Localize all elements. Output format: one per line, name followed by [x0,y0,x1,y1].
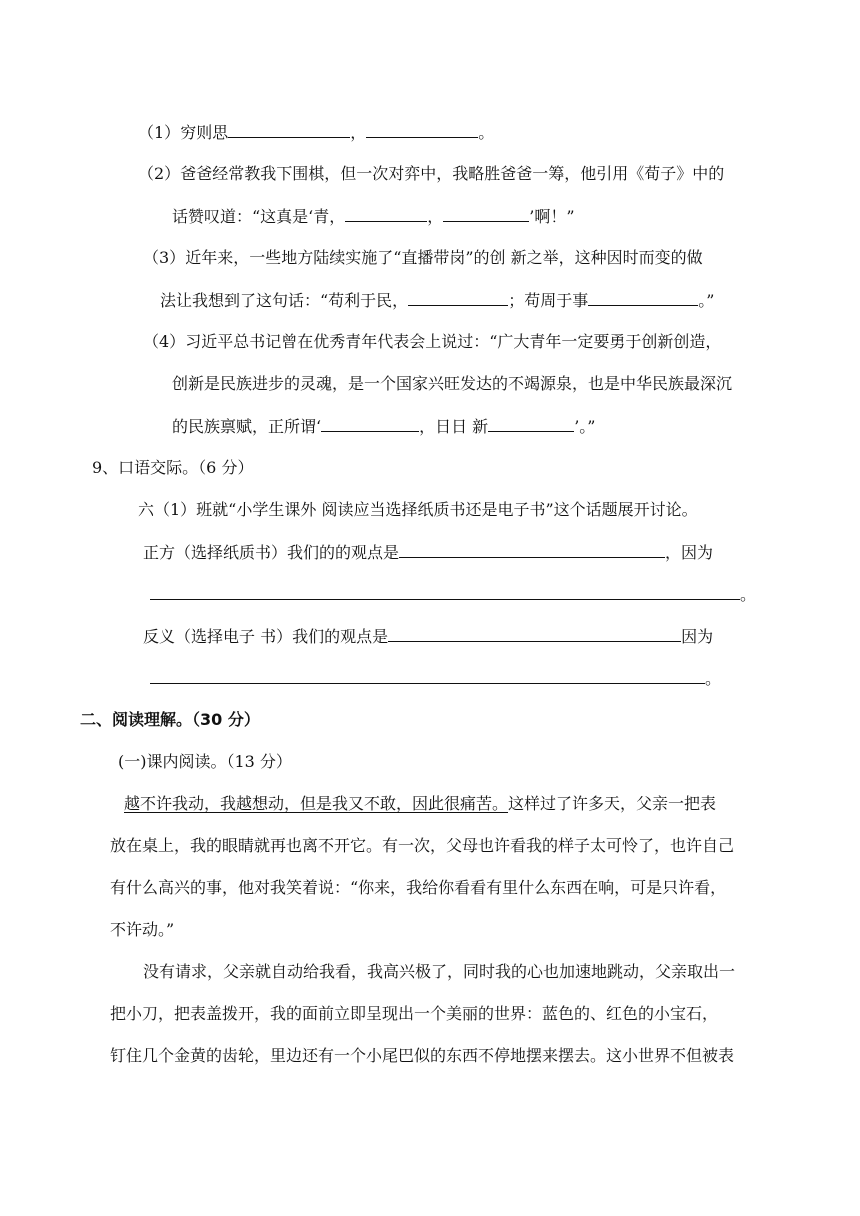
section-2-title: 二、阅读理解。（30 分） [80,710,260,729]
item-text: ，因为 [665,543,714,562]
passage-p1-line-3: 有什么高兴的事，他对我笑着说：“你来，我给你看看有里什么东西在响，可是只许看， [110,878,727,897]
item-text: 因为 [681,627,714,646]
passage-p2-line-2: 把小刀，把表盖拨开，我的面前立即呈现出一个美丽的世界：蓝色的、红色的小宝石， [110,1004,719,1023]
passage-p1-line-4: 不许动。” [110,920,175,939]
item-2-line-2 [172,206,575,227]
punct: 。” [698,291,715,310]
item-text: 创新是民族进步的灵魂，是一个国家兴旺发达的不竭源泉，也是中华民族最深沉 [172,374,733,393]
punct: 。 [478,123,495,142]
pro-label: 正方（选择纸质书）我们的的观点是 [143,543,400,562]
answer-blank[interactable] [150,584,740,600]
answer-blank[interactable] [150,668,705,684]
item-3-line-2 [160,290,714,311]
punct: 。 [740,585,757,604]
passage-p1-line-2: 放在桌上，我的眼睛就再也离不开它。有一次，父母也许看我的样子太可怜了，也许自己 [110,836,735,855]
item-number: （2） [138,164,181,183]
answer-blank[interactable] [228,122,350,138]
item-number: （3） [143,248,186,267]
passage-p2-line-3: 钉住几个金黄的齿轮，里边还有一个小尾巴似的东西不停地摆来摆去。这小世界不但被表 [110,1046,735,1065]
answer-blank[interactable] [443,206,529,222]
item-text: 穷则思 [180,123,229,142]
answer-blank[interactable] [399,542,665,558]
con-statement [143,626,713,647]
item-text: 近年来，一些地方陆续实施了“直播带岗”的创 新之举，这种因时而变的做 [185,248,703,267]
item-number: （4） [143,332,186,351]
item-text: ；苟周于事 [508,291,589,310]
question-9-intro: 六（1）班就“小学生课外 阅读应当选择纸质书还是电子书”这个话题展开讨论。 [138,500,698,519]
pro-statement [143,542,713,563]
answer-blank[interactable] [388,626,681,642]
item-text: 话赞叹道：“这真是‘青， [172,207,346,226]
item-number: （1） [138,123,181,142]
item-1 [138,122,494,143]
underlined-sentence: 越不许我动，我越想动，但是我又不敢，因此很痛苦。 [124,794,509,813]
subsection-title: (一)课内阅读。（13 分） [118,752,292,771]
item-4-line-3 [172,416,595,437]
item-text: ，日日 新 [419,417,489,436]
question-9-title: 9、口语交际。（6 分） [92,458,254,477]
con-reason [150,668,721,689]
item-text: 的民族禀赋，正所谓‘ [172,417,322,436]
item-3-line-1 [143,248,703,268]
item-4-line-1 [143,332,721,352]
answer-blank[interactable] [588,290,698,306]
punct: ， [350,123,367,142]
punct: ’。” [574,417,596,436]
answer-blank[interactable] [408,290,508,306]
answer-blank[interactable] [488,416,574,432]
punct: ， [427,207,444,226]
item-4-line-2 [172,374,732,394]
item-text: 习近平总书记曾在优秀青年代表会上说过：“广大青年一定要勇于创新创造， [185,332,722,351]
answer-blank[interactable] [366,122,478,138]
answer-blank[interactable] [321,416,419,432]
answer-blank[interactable] [345,206,427,222]
item-text: 法让我想到了这句话：“苟利于民， [160,291,409,310]
passage-text: 这样过了许多天，父亲一把表 [508,794,717,813]
con-label: 反义（选择电子 书）我们的观点是 [143,627,389,646]
passage-p2-line-1: 没有请求，父亲就自动给我看，我高兴极了，同时我的心也加速地跳动，父亲取出一 [143,962,736,981]
punct: 。 [705,669,722,688]
item-2-line-1 [138,164,724,184]
pro-reason [150,584,756,605]
item-text: ’啊！” [529,207,575,226]
item-text: 爸爸经常教我下围棋，但一次对弈中，我略胜爸爸一筹，他引用《荀子》中的 [180,164,725,183]
passage-p1-line-1 [110,794,716,814]
